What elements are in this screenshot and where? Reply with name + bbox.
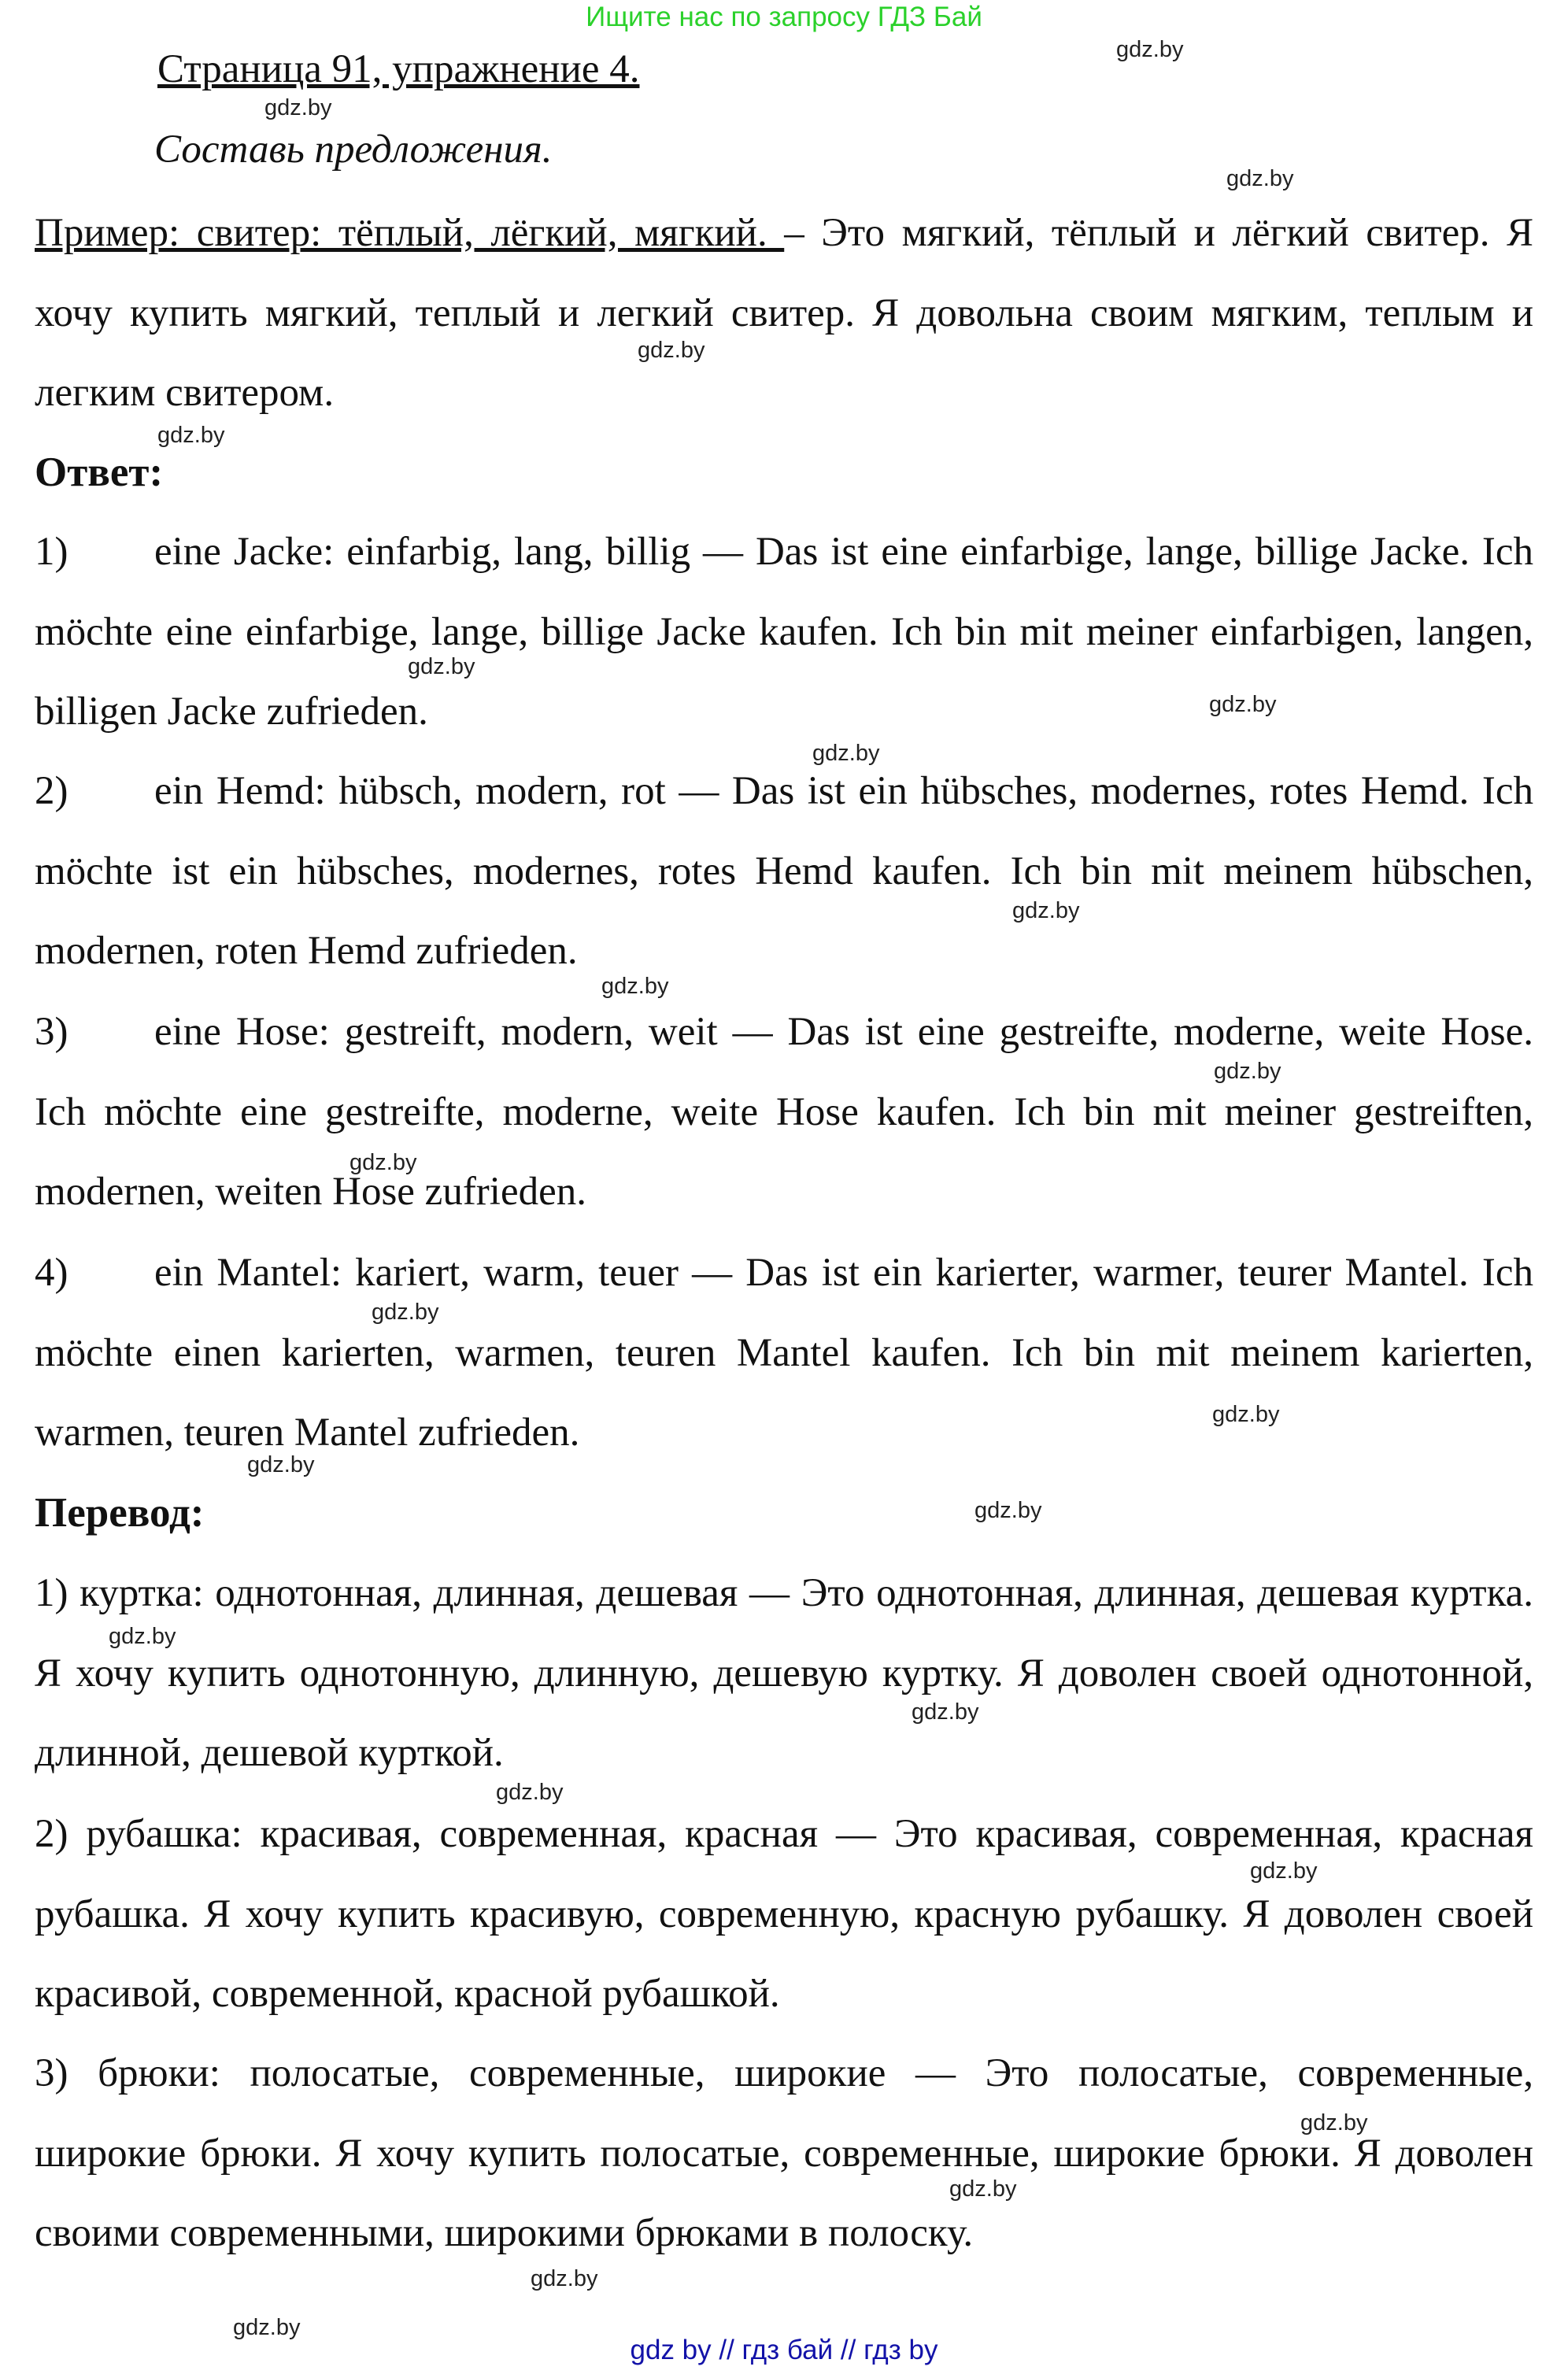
answer-item-1 — [35, 512, 1533, 753]
item-number: 3) — [35, 1010, 68, 1054]
example-paragraph — [35, 194, 1533, 434]
watermark: gdz.by — [349, 1150, 417, 1175]
watermark: gdz.by — [812, 741, 880, 766]
answer-item-3 — [35, 993, 1533, 1233]
watermark: gdz.by — [531, 2266, 598, 2291]
item-number: 2) — [35, 769, 68, 813]
translation-heading: Перевод: — [35, 1490, 205, 1536]
watermark: gdz.by — [1212, 1402, 1280, 1427]
watermark: gdz.by — [157, 423, 225, 448]
watermark: gdz.by — [1209, 692, 1277, 717]
watermark: gdz.by — [408, 654, 475, 679]
watermark: gdz.by — [638, 338, 705, 363]
watermark: gdz.by — [1226, 166, 1294, 191]
item-text: ein Mantel: kariert, warm, teuer — Das ist ein karierter, warmer, teurer Mantel. Ich möchte einen karierten, warmen, teuren Mantel kaufen. Ich bin mit meinem karierten, warmen, teuren Mantel zufrieden. — [35, 1251, 1533, 1455]
translation-item-1: 1) куртка: однотонная, длинная, дешевая — Это однотонная, длинная, дешевая куртка. Я хочу купить однотонную, длинную, дешевую куртку. Я доволен своей однотонной, длинной, дешевой курткой. — [35, 1571, 1533, 1775]
watermark: gdz.by — [974, 1498, 1042, 1523]
watermark: gdz.by — [233, 2315, 301, 2340]
watermark: gdz.by — [949, 2176, 1017, 2202]
footer-links[interactable]: gdz by // гдз бай // гдз by — [630, 2335, 938, 2365]
watermark: gdz.by — [109, 1624, 176, 1649]
item-text: ein Hemd: hübsch, modern, rot — Das ist ein hübsches, modernes, rotes Hemd. Ich möchte ist ein hübsches, modernes, rotes Hemd kaufen. Ich bin mit meinem hübschen, modernen, roten Hemd zufrieden. — [35, 769, 1533, 973]
watermark: gdz.by — [247, 1452, 315, 1477]
item-number: 1) — [35, 530, 68, 574]
example-label: Пример: свитер: тёплый, лёгкий, мягкий. — [35, 211, 785, 255]
item-number: 4) — [35, 1251, 68, 1295]
top-search-link[interactable]: Ищите нас по запросу ГДЗ Бай — [586, 2, 982, 32]
watermark: gdz.by — [1214, 1059, 1281, 1084]
answer-heading: Ответ: — [35, 449, 164, 495]
watermark: gdz.by — [912, 1699, 979, 1725]
watermark: gdz.by — [1250, 1858, 1318, 1884]
page-title: Страница 91, упражнение 4. — [157, 47, 640, 91]
answer-item-4 — [35, 1233, 1533, 1474]
item-text: eine Hose: gestreift, modern, weit — Das ist eine gestreifte, moderne, weite Hose. Ich möchte eine gestreifte, moderne, weite Hose kaufen. Ich bin mit meiner gestreiften, modernen, weiten Hose zufrieden. — [35, 1010, 1533, 1214]
watermark: gdz.by — [1012, 898, 1080, 923]
item-text: eine Jacke: einfarbig, lang, billig — Das ist eine einfarbige, lange, billige Jacke. Ich möchte eine einfarbige, lange, billige Jacke kaufen. Ich bin mit meiner einfarbigen, langen, billigen Jacke zufrieden. — [35, 530, 1533, 734]
watermark: gdz.by — [601, 974, 669, 999]
translation-item-2: 2) рубашка: красивая, современная, красная — Это красивая, современная, красная рубашка. Я хочу купить красивую, современную, красную рубашку. Я доволен своей красивой, современной, красной рубашкой. — [35, 1812, 1533, 2016]
answer-item-2 — [35, 752, 1533, 992]
task-subtitle: Составь предложения. — [154, 128, 553, 172]
watermark: gdz.by — [1116, 37, 1184, 62]
watermark: gdz.by — [372, 1300, 439, 1325]
watermark: gdz.by — [496, 1780, 564, 1805]
example-text: – Это мягкий, тёплый и лёгкий свитер. Я хочу купить мягкий, теплый и легкий свитер. Я довольна своим мягким, теплым и легким свитером. — [35, 211, 1533, 415]
translation-item-3: 3) брюки: полосатые, современные, широкие — Это полосатые, современные, широкие брюки. Я хочу купить полосатые, современные, широкие брюки. Я доволен своими современными, широкими брюками в полоску. — [35, 2051, 1533, 2255]
watermark: gdz.by — [264, 95, 332, 120]
watermark: gdz.by — [1300, 2110, 1368, 2135]
